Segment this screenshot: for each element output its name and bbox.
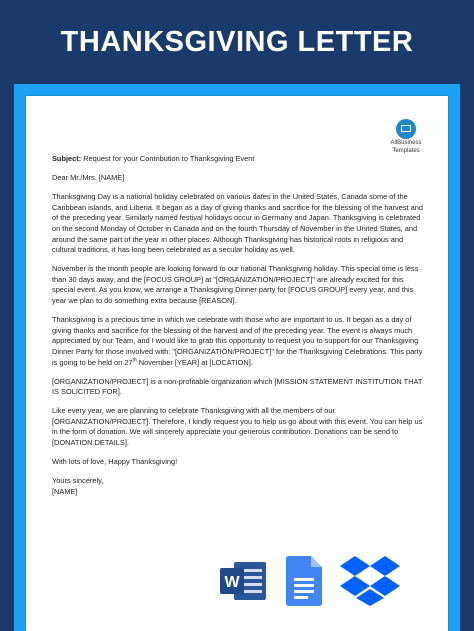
closing-wish: With lots of love, Happy Thanksgiving! bbox=[52, 457, 178, 467]
google-docs-icon[interactable] bbox=[286, 556, 322, 606]
page-title: THANKSGIVING LETTER bbox=[60, 25, 414, 58]
logo-line-1: AllBusiness bbox=[390, 140, 422, 146]
paragraph-3 bbox=[52, 315, 424, 368]
laptop-icon bbox=[396, 119, 416, 139]
word-icon[interactable] bbox=[218, 560, 268, 602]
paragraph-4: [ORGANIZATION/PROJECT] is a non-profitable organization which [MISSION STATEMENT INSTITUTION THAT IS SOLICITED FOR]. bbox=[52, 376, 423, 397]
paragraph-2: November is the month people are looking forward to our national Thanksgiving holiday. This special time is less than 30 days away, and the [FOCUS GROUP] at "[ORGANIZATION/PROJECT]" are already excited for this special event. As you know, we arrange a Thanksgiving Dinner party for [FOCUS GROUP] every year, and this year we plan to do something extra because [REASON]. bbox=[52, 264, 419, 306]
paragraph-1: Thanksgiving Day is a national holiday celebrated on various dates in the United States, Canada some of the Caribbean islands, and Liberia. It began as a day of giving thanks and sacrifice for the blessing of the harvest and of the preceding year. Similarly named festival holidays occur in Germany and Japan. Thanksgiving is celebrated on the second Monday of October in Canada and on the fourth Thursday of November in the United States, and around the same part of the year in other places. Although Thanksgiving has historical roots in religious and cultural traditions, it has long been celebrated as a secular holiday as well. bbox=[52, 192, 423, 255]
paragraph-5: Like every year, we are planning to celebrate Thanksgiving with all the members of our [ORGANIZATION/PROJECT]. Therefore, I kindly request you to help us go about with this event. You can help us in the form of donation. We will sincerely appreciate your generous contribution. Donations can be send to [DONATION DETAILS]. bbox=[52, 406, 423, 448]
logo-line-2: Templates bbox=[392, 148, 420, 154]
signature: [NAME] bbox=[52, 486, 78, 496]
subject-line bbox=[52, 154, 424, 165]
allbusiness-logo bbox=[386, 119, 426, 155]
title-banner bbox=[0, 0, 474, 84]
ordinal-suffix: th bbox=[132, 357, 137, 364]
letter-body bbox=[52, 154, 424, 497]
paragraph-3-end: November [YEAR] at [LOCATION]. bbox=[136, 357, 253, 367]
dropbox-icon[interactable] bbox=[340, 556, 400, 606]
svg-text:W: W bbox=[224, 574, 240, 591]
signoff: Yours sincerely, bbox=[52, 476, 104, 486]
subject-text: Request for your Contribution to Thanksgiving Event bbox=[81, 154, 255, 163]
salutation: Dear Mr./Mrs. [NAME] bbox=[52, 173, 125, 183]
paragraph-3-main: Thanksgiving is a precious time in which we celebrate with those who are important to us. It began as a day of giving thanks and sacrifice for the blessing of the harvest and of the preceding year. The event is always much appreciated by our Team, and I would like to grab this opportunity to request you to support for our Thanksgiving Dinner Party for those involved with: "[ORGANIZATION/PROJECT]" for the Thanksgiving Celebrations. This party is going to be held on 27 bbox=[52, 315, 423, 367]
download-format-icons bbox=[218, 556, 418, 612]
subject-label: Subject: bbox=[52, 154, 82, 163]
